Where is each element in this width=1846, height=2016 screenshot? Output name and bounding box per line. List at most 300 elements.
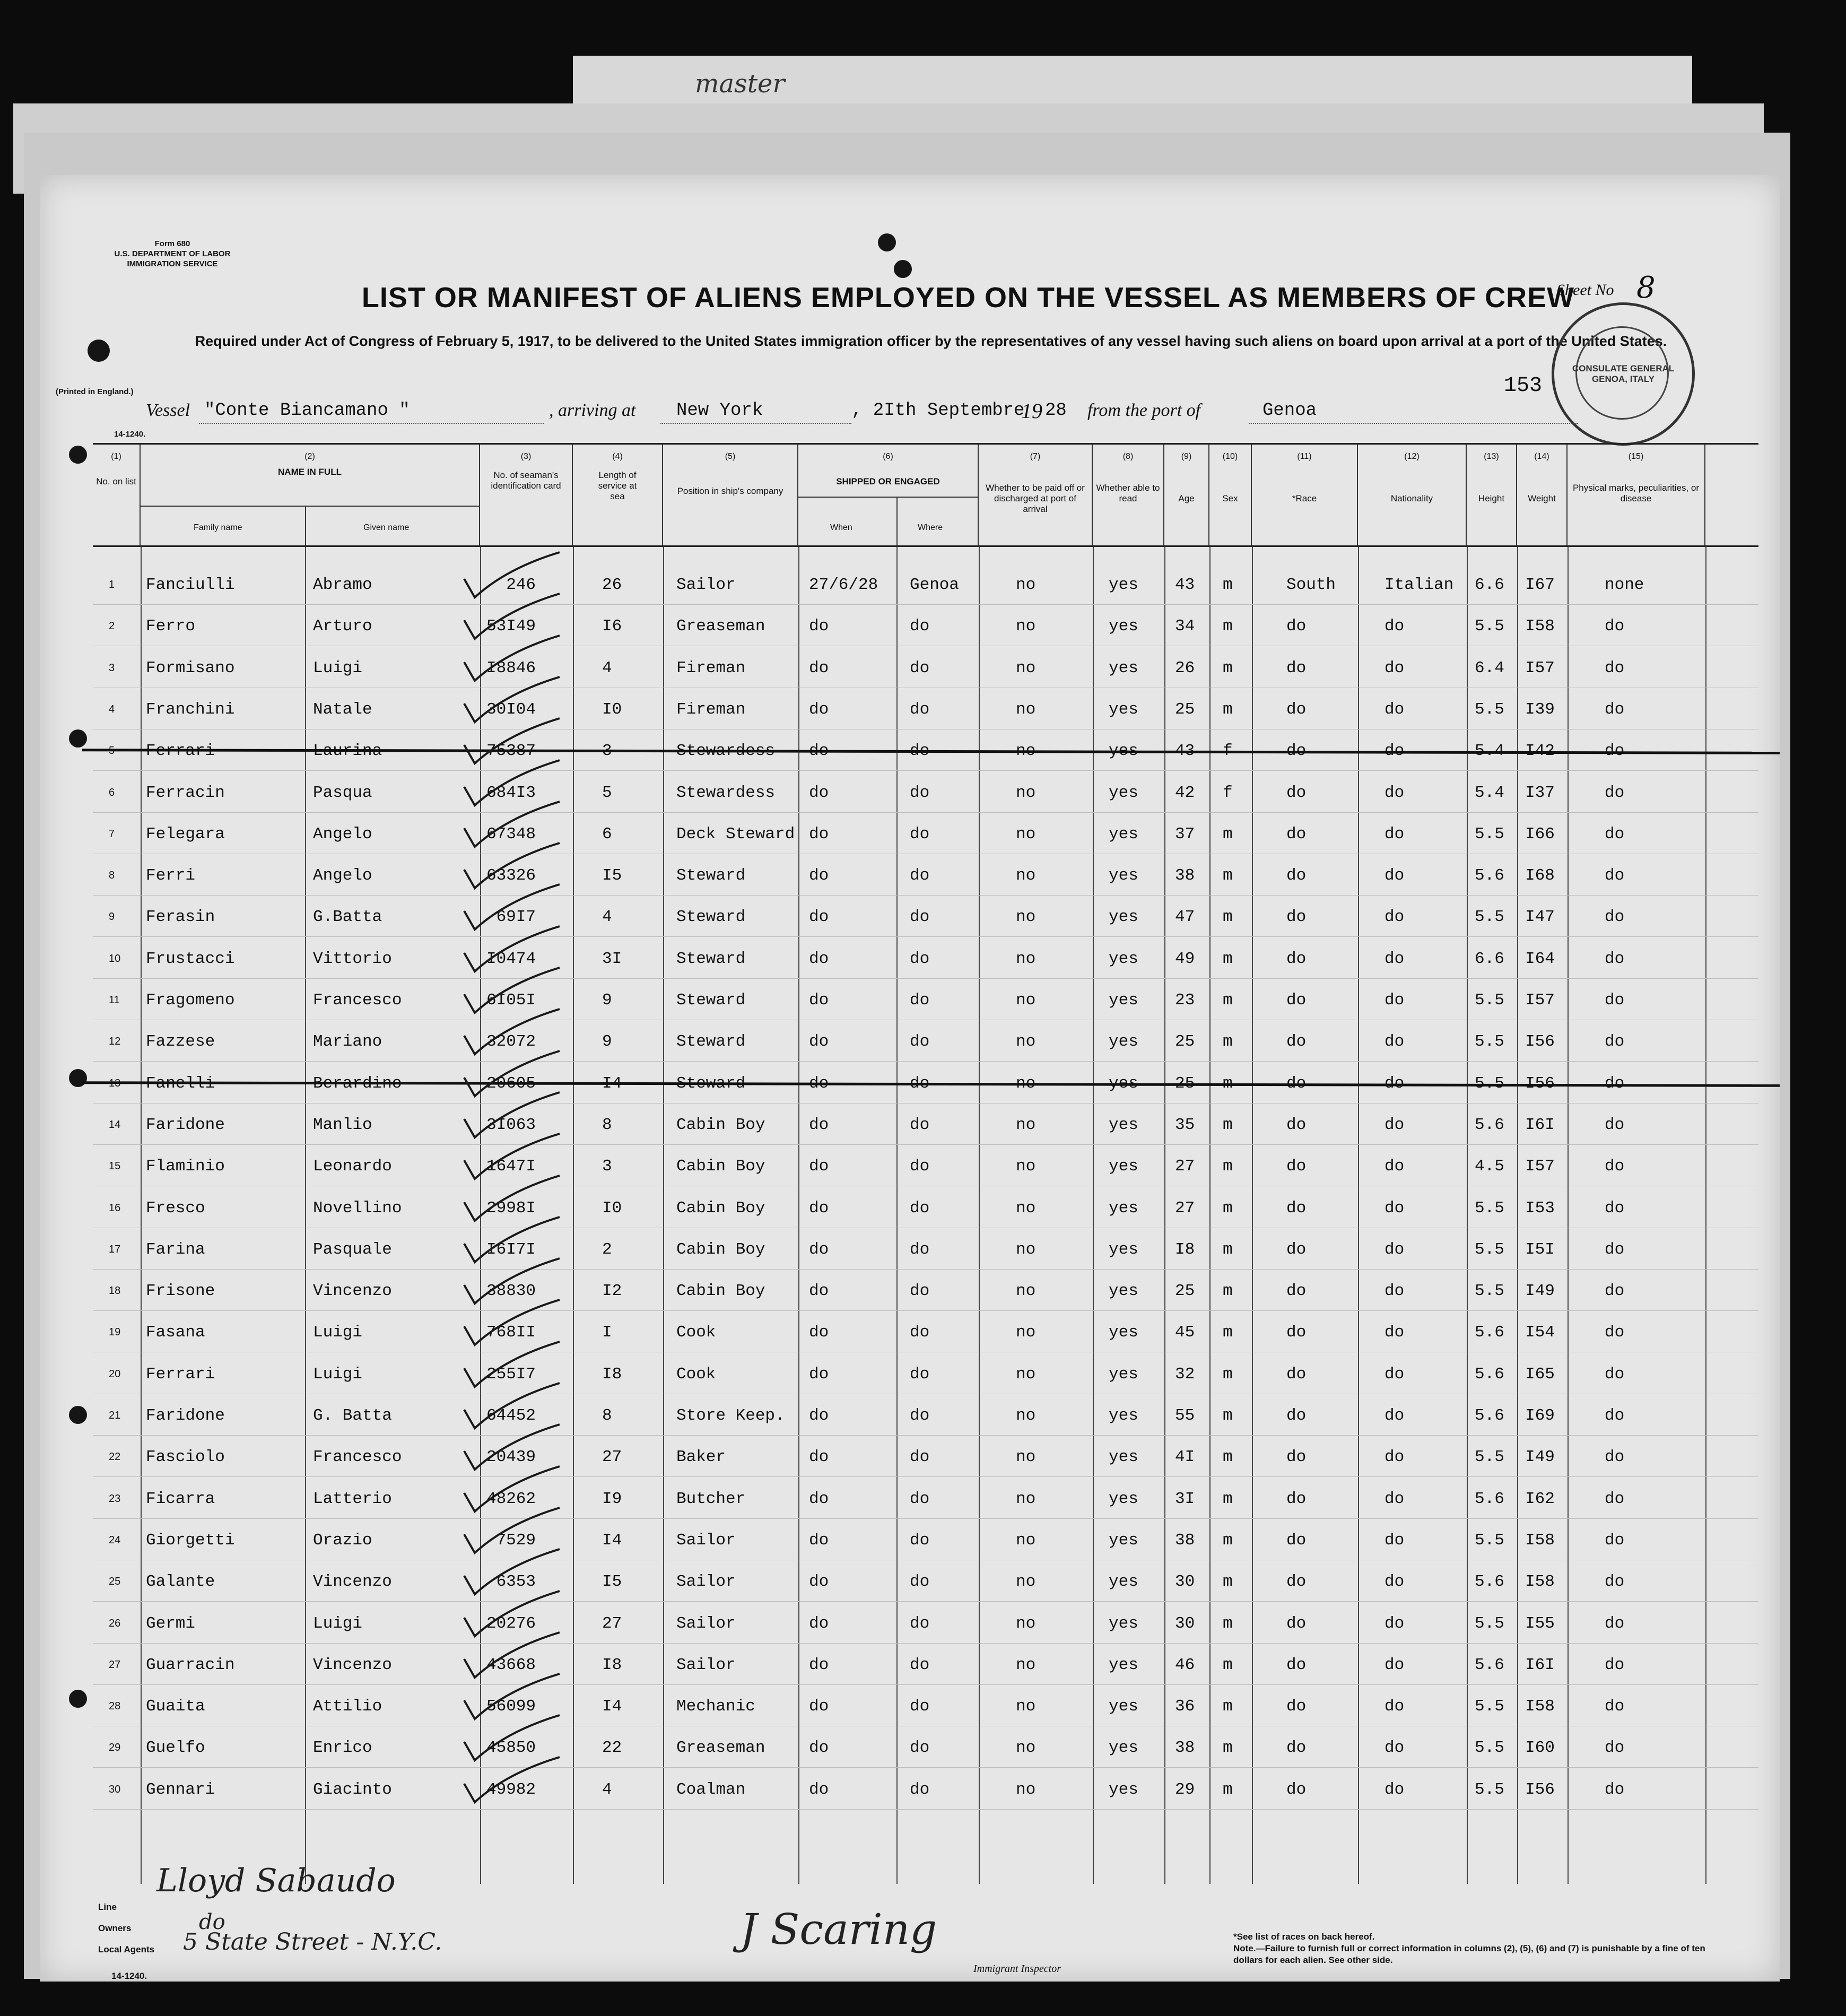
cell-position: Coalman [676,1780,746,1799]
cell-able-read: yes [1109,866,1138,885]
cell-family-name: Franchini [146,700,235,719]
cell-age: 46 [1175,1655,1195,1674]
cell-given-name: Arturo [313,617,372,636]
cell-marks: do [1605,1282,1625,1301]
cell-nationality: do [1384,1198,1405,1218]
cell-sex: m [1223,1365,1233,1384]
cell-height: 5.6 [1475,1489,1504,1508]
sheet-number-label: Sheet No [1557,281,1614,299]
cell-family-name: Farina [146,1240,205,1259]
owners-label: Owners [98,1923,132,1933]
sheet-number-value: 8 [1636,271,1656,305]
cell-height: 5.6 [1475,1655,1504,1674]
cell-no: 25 [109,1576,121,1588]
cell-marks: do [1605,1489,1625,1508]
cell-age: 34 [1175,617,1195,636]
page-title: LIST OR MANIFEST OF ALIENS EMPLOYED ON THE VESSEL AS MEMBERS OF CREW [361,282,1575,314]
cell-race: do [1286,1406,1307,1425]
cell-weight: I6I [1525,1655,1555,1674]
cell-family-name: Ferro [146,617,196,636]
line-value: Lloyd Sabaudo [156,1862,396,1899]
cell-able-read: yes [1109,1489,1138,1508]
cell-able-read: yes [1109,908,1138,927]
cell-height: 5.5 [1475,908,1504,927]
table-row [93,1726,1758,1768]
cell-where: do [910,1157,930,1176]
cell-race: do [1286,1780,1307,1799]
cell-age: 27 [1175,1157,1195,1176]
cell-when: do [809,1323,829,1342]
cell-able-read: yes [1109,1032,1138,1052]
cell-paid-off: no [1016,908,1036,927]
cell-able-read: yes [1109,783,1138,802]
cell-service: 9 [602,991,612,1010]
cell-race: do [1286,1115,1307,1134]
table-row [93,771,1758,813]
cell-service: I [602,1323,612,1342]
cell-age: 38 [1175,1531,1195,1550]
table-row [93,1643,1758,1685]
table-row [93,854,1758,896]
cell-position: Stewardess [676,742,776,761]
cell-race: do [1286,742,1307,761]
cell-service: I8 [602,1365,622,1384]
cell-family-name: Ferrari [146,1365,215,1384]
cell-able-read: yes [1109,1531,1138,1550]
table-row [93,1477,1758,1519]
stamp-text: CONSULATE GENERAL GENOA, ITALY [1572,363,1675,384]
cell-weight: I53 [1525,1198,1555,1218]
col-sub-when: When [830,523,852,532]
cell-weight: I56 [1525,1074,1555,1093]
table-row [93,1144,1758,1186]
col-header-paidoff [979,445,1093,545]
cell-nationality: do [1384,1240,1405,1259]
cell-when: do [809,1032,829,1052]
cell-sex: m [1223,1323,1233,1342]
cell-service: 27 [602,1614,622,1633]
cell-given-name: Enrico [313,1739,372,1758]
cell-paid-off: no [1016,1240,1036,1259]
cell-able-read: yes [1109,949,1138,968]
cell-given-name: Vittorio [313,949,392,968]
cell-weight: I47 [1525,908,1555,927]
col-number: (8) [1122,452,1134,461]
col-label: Whether to be paid off or discharged at port of arrival [986,483,1085,514]
cell-race: do [1286,658,1307,677]
cell-no: 26 [109,1617,121,1629]
form-number: Form 680 [154,239,190,248]
cell-given-name: Vincenzo [313,1282,392,1301]
cell-able-read: yes [1109,617,1138,636]
cell-card-no: 20605 [486,1074,536,1093]
cell-able-read: yes [1109,1074,1138,1093]
cell-when: do [809,1572,829,1592]
cell-when: do [809,866,829,885]
cell-no: 15 [109,1160,121,1172]
cell-given-name: Angelo [313,866,372,885]
cell-no: 5 [109,745,115,757]
col-number: (1) [111,452,121,461]
cell-when: do [809,1240,829,1259]
cell-height: 5.5 [1475,617,1504,636]
cell-family-name: Felegara [146,824,225,844]
cell-age: 42 [1175,783,1195,802]
header-divider [798,497,978,498]
year-prefix: 19 [1021,399,1042,423]
cell-given-name: Orazio [313,1531,372,1550]
cell-where: do [910,1697,930,1716]
cell-able-read: yes [1109,1240,1138,1259]
cell-family-name: Ficarra [146,1489,215,1508]
cell-nationality: do [1384,824,1405,844]
cell-given-name: Leonardo [313,1157,392,1176]
cell-age: 55 [1175,1406,1195,1425]
col-header-no [93,445,141,545]
col-label: NAME IN FULL [278,467,342,477]
cell-age: 32 [1175,1365,1195,1384]
cell-where: do [910,949,930,968]
cell-height: 5.5 [1475,1531,1504,1550]
cell-nationality: do [1384,1655,1405,1674]
cell-family-name: Frustacci [146,949,235,968]
cell-paid-off: no [1016,700,1036,719]
cell-age: 25 [1175,1032,1195,1052]
cell-able-read: yes [1109,1448,1138,1467]
table-row [93,1310,1758,1352]
table-row [93,1020,1758,1062]
cell-given-name: Luigi [313,1365,363,1384]
cell-given-name: Pasquale [313,1240,392,1259]
cell-nationality: do [1384,1739,1405,1758]
printed-note: (Printed in England.) [56,387,134,396]
col-number: (13) [1484,452,1499,461]
cell-nationality: do [1384,908,1405,927]
cell-card-no: 6I05I [486,991,536,1010]
cell-given-name: Vincenzo [313,1572,392,1592]
cell-able-read: yes [1109,576,1138,594]
cell-family-name: Fanelli [146,1074,215,1093]
cell-position: Sailor [676,1655,736,1674]
cell-marks: do [1605,949,1625,968]
cell-nationality: do [1384,658,1405,677]
cell-sex: m [1223,1157,1233,1176]
col-number: (2) [304,452,315,461]
cell-family-name: Guelfo [146,1739,205,1758]
cell-no: 10 [109,952,121,964]
cell-race: do [1286,1198,1307,1218]
cell-height: 5.5 [1475,1780,1504,1799]
cell-weight: I37 [1525,783,1555,802]
cell-height: 5.6 [1475,1572,1504,1592]
inspector-label: Immigrant Inspector [973,1963,1061,1975]
cell-age: 26 [1175,658,1195,677]
cell-race: do [1286,1448,1307,1467]
stamp-number: 153 [1504,374,1543,398]
cell-sex: m [1223,1115,1233,1134]
cell-position: Cabin Boy [676,1240,765,1259]
table-row [93,895,1758,937]
cell-when: do [809,991,829,1010]
cell-weight: I56 [1525,1032,1555,1052]
col-header-age [1164,445,1209,545]
table-row [93,1228,1758,1270]
cell-given-name: Berardino [313,1074,402,1093]
cell-position: Greaseman [676,617,765,636]
cell-family-name: Faridone [146,1406,225,1425]
cell-nationality: do [1384,1448,1405,1467]
cell-sex: m [1223,1448,1233,1467]
col-header-name [141,445,480,545]
col-number: (10) [1222,452,1238,461]
cell-marks: do [1605,866,1625,885]
cell-age: 30 [1175,1572,1195,1592]
table-row [93,1352,1758,1394]
punch-hole [88,340,110,362]
cell-where: do [910,866,930,885]
page-subtitle: Required under Act of Congress of February 5, 1917, to be delivered to the United States immigration officer by the representatives of any vessel having such aliens on board upon arrival at a port of the United States. [195,333,1667,349]
cell-service: 27 [602,1448,622,1467]
cell-position: Steward [676,866,746,885]
cell-paid-off: no [1016,1572,1036,1592]
cell-no: 20 [109,1368,121,1380]
cell-paid-off: no [1016,1365,1036,1384]
cell-no: 12 [109,1036,121,1048]
cell-no: 13 [109,1077,121,1089]
cell-where: do [910,991,930,1010]
cell-weight: I58 [1525,1531,1555,1550]
cell-marks: do [1605,1614,1625,1633]
arriving-port: New York [676,401,763,421]
cell-position: Cabin Boy [676,1115,765,1134]
cell-no: 22 [109,1451,121,1463]
cell-where: do [910,1240,930,1259]
cell-paid-off: no [1016,1655,1036,1674]
cell-given-name: Luigi [313,1614,363,1633]
cell-marks: do [1605,1240,1625,1259]
col-label: Height [1478,493,1505,503]
col-label: No. on list [96,476,136,486]
cell-able-read: yes [1109,658,1138,677]
cell-when: do [809,1780,829,1799]
punch-hole [69,729,87,748]
cell-when: do [809,1074,829,1093]
cell-race: do [1286,1572,1307,1592]
cell-no: 28 [109,1700,121,1713]
cell-able-read: yes [1109,824,1138,844]
cell-height: 5.5 [1475,700,1504,719]
cell-race: South [1286,576,1336,594]
cell-weight: I68 [1525,866,1555,885]
cell-marks: none [1605,576,1644,594]
col-header-nationality [1358,445,1467,545]
cell-nationality: do [1384,617,1405,636]
cell-family-name: Flaminio [146,1157,225,1176]
cell-card-no: 67348 [486,824,536,844]
cell-card-no: I6I7I [486,1240,536,1259]
cell-weight: I57 [1525,991,1555,1010]
cell-card-no: I8846 [486,658,536,677]
col-header-shipped [798,445,979,545]
cell-height: 6.6 [1475,576,1504,594]
table-row [93,1518,1758,1560]
cell-race: do [1286,1655,1307,1674]
cell-given-name: Francesco [313,1448,402,1467]
cell-height: 5.5 [1475,991,1504,1010]
year-suffix: 28 [1045,401,1067,421]
cell-family-name: Fasciolo [146,1448,225,1467]
cell-service: 8 [602,1115,612,1134]
cell-marks: do [1605,1531,1625,1550]
cell-marks: do [1605,991,1625,1010]
cell-race: do [1286,700,1307,719]
cell-nationality: do [1384,1323,1405,1342]
cell-when: do [809,1614,829,1633]
col-label: Length of service at sea [598,470,637,501]
cell-weight: I5I [1525,1240,1555,1259]
cell-height: 5.5 [1475,1282,1504,1301]
cell-when: do [809,1739,829,1758]
table-row [93,729,1758,771]
cell-able-read: yes [1109,1697,1138,1716]
cell-sex: m [1223,824,1233,844]
cell-position: Steward [676,949,746,968]
cell-given-name: Giacinto [313,1780,392,1799]
cell-service: I0 [602,700,622,719]
cell-able-read: yes [1109,991,1138,1010]
vessel-label: Vessel [146,401,190,420]
cell-marks: do [1605,742,1625,761]
cell-age: 27 [1175,1198,1195,1218]
cell-race: do [1286,1489,1307,1508]
col-label: Nationality [1390,493,1433,503]
cell-family-name: Gennari [146,1780,215,1799]
cell-family-name: Ferri [146,866,196,885]
cell-sex: m [1223,866,1233,885]
punch-hole [878,233,896,251]
cell-where: do [910,1572,930,1592]
cell-position: Sailor [676,1572,736,1592]
cell-card-no: 64452 [486,1406,536,1425]
cell-sex: m [1223,1489,1233,1508]
col-label: Physical marks, peculiarities, or disease [1572,483,1700,503]
cell-nationality: do [1384,1780,1405,1799]
cell-race: do [1286,866,1307,885]
col-header-race [1252,445,1358,545]
cell-weight: I58 [1525,1697,1555,1716]
cell-marks: do [1605,1032,1625,1052]
cell-no: 2 [109,620,115,632]
col-number: (3) [520,452,532,461]
cell-able-read: yes [1109,1780,1138,1799]
cell-marks: do [1605,1406,1625,1425]
cell-card-no: 30I04 [486,700,536,719]
cell-nationality: do [1384,866,1405,885]
cell-able-read: yes [1109,1614,1138,1633]
cell-service: 4 [602,658,612,677]
header-divider [305,506,306,545]
cell-able-read: yes [1109,1157,1138,1176]
cell-service: 3 [602,1157,612,1176]
cell-where: do [910,1074,930,1093]
service: IMMIGRATION SERVICE [127,259,218,268]
cell-card-no: 38830 [486,1282,536,1301]
line-label: Line [98,1902,117,1912]
cell-paid-off: no [1016,617,1036,636]
cell-age: 25 [1175,700,1195,719]
cell-marks: do [1605,783,1625,802]
cell-position: Cabin Boy [676,1198,765,1218]
cell-sex: m [1223,991,1233,1010]
cell-able-read: yes [1109,1572,1138,1592]
cell-card-no: 53I49 [486,617,536,636]
col-header-service [573,445,663,545]
owners-value: do [199,1910,225,1934]
cell-able-read: yes [1109,742,1138,761]
cell-age: 43 [1175,742,1195,761]
col-header-weight [1517,445,1568,545]
cell-given-name: Francesco [313,991,402,1010]
col-header-read [1093,445,1164,545]
penalty-note: Note.—Failure to furnish full or correct information in columns (2), (5), (6) and (7) is punishable by a fine of ten dollars for each alien. See other side. [1233,1943,1705,1965]
cell-no: 1 [109,579,115,590]
cell-position: Deck Steward [676,824,795,844]
cell-service: 5 [602,783,612,802]
punch-hole [69,1069,87,1087]
table-row [93,1269,1758,1311]
cell-where: do [910,1282,930,1301]
arrival-date: , 2Ith Septembre [851,401,1025,421]
table-row [93,1684,1758,1726]
department: U.S. DEPARTMENT OF LABOR [114,249,231,258]
cell-where: do [910,1780,930,1799]
cell-family-name: Guaita [146,1697,205,1716]
cell-sex: m [1223,1074,1233,1093]
col-number: (5) [725,452,736,461]
cell-when: do [809,1365,829,1384]
cell-height: 5.5 [1475,1614,1504,1633]
cell-card-no: 255I7 [486,1365,536,1384]
col-sub-family: Family name [194,523,242,532]
cell-paid-off: no [1016,1032,1036,1052]
table-row [93,937,1758,979]
col-number: (15) [1628,452,1644,461]
cell-where: do [910,1406,930,1425]
cell-card-no: 49982 [486,1780,536,1799]
cell-weight: I58 [1525,1572,1555,1592]
cell-when: do [809,617,829,636]
cell-when: do [809,783,829,802]
cell-no: 27 [109,1658,121,1671]
cell-nationality: do [1384,1074,1405,1093]
cell-given-name: Manlio [313,1115,372,1134]
col-header-marks [1568,445,1705,545]
col-header-card [480,445,573,545]
cell-given-name: Novellino [313,1198,402,1218]
col-label: Weight [1528,493,1556,503]
cell-weight: I60 [1525,1739,1555,1758]
agents-label: Local Agents [98,1944,155,1954]
cell-when: do [809,1531,829,1550]
cell-paid-off: no [1016,1489,1036,1508]
cell-marks: do [1605,1697,1625,1716]
cell-sex: f [1223,783,1233,802]
cell-nationality: do [1384,1614,1405,1633]
table-row [93,1062,1758,1103]
cell-where: do [910,1032,930,1052]
cell-position: Steward [676,1032,746,1052]
cell-sex: m [1223,1614,1233,1633]
